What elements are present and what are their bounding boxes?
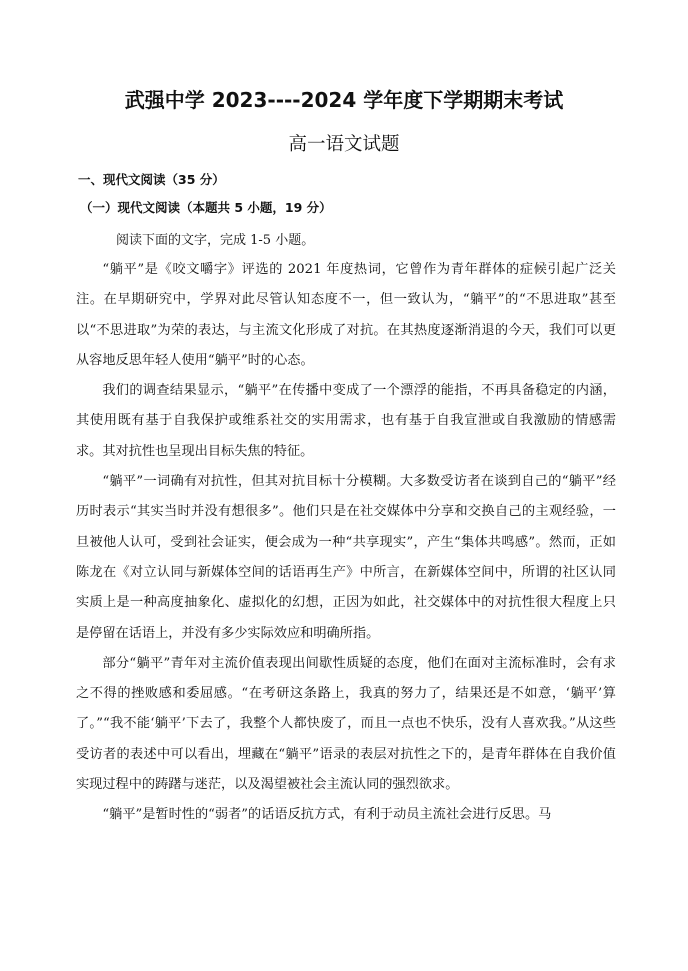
reading-passage	[76, 255, 616, 831]
passage-paragraph-5: “躺平”是暂时性的“弱者”的话语反抗方式，有利于动员主流社会进行反思。马	[102, 807, 552, 823]
passage-paragraph-4: 部分“躺平”青年对主流价值表现出间歇性质疑的态度，他们在面对主流标准时，会有求之不得的挫败感和委屈感。“在考研这条路上，我真的努力了，结果还是不如意，‘躺平’算了。”“我不能‘躺平’下去了，我整个人都快废了，而且一点也不快乐，没有人喜欢我。”从这些受访者的表述中可以看出，埋藏在“躺平”语录的表层对抗性之下的，是青年群体在自我价值实现过程中的踌躇与迷茫，以及渴望被社会主流认同的强烈欲求。	[76, 655, 616, 793]
exam-title: 武强中学 2023----2024 学年度下学期期末考试	[124, 88, 564, 112]
passage-paragraph-1: “躺平”是《咬文嚼字》评选的 2021 年度热词，它曾作为青年群体的症候引起广泛关注。在早期研究中，学界对此尽管认知态度不一，但一致认为，“躺平”的“不思进取”甚至以“不思进取”为荣的表达，与主流文化形成了对抗。在其热度逐渐消退的今天，我们可以更从容地反思年轻人使用“躺平”时的心态。	[76, 262, 616, 368]
passage-paragraph-2: 我们的调查结果显示，“躺平”在传播中变成了一个漂浮的能指，不再具备稳定的内涵，其使用既有基于自我保护或维系社交的实用需求，也有基于自我宣泄或自我激励的情感需求。其对抗性也呈现出目标失焦的特征。	[76, 383, 616, 459]
section-heading-modern-reading: 一、现代文阅读（35 分）	[78, 172, 225, 187]
reading-instruction: 阅读下面的文字，完成 1-5 小题。	[116, 233, 315, 248]
exam-subtitle: 高一语文试题	[288, 134, 400, 155]
subsection-heading-modern-reading-1: （一）现代文阅读（本题共 5 小题，19 分）	[80, 200, 332, 215]
passage-paragraph-3: “躺平”一词确有对抗性，但其对抗目标十分模糊。大多数受访者在谈到自己的“躺平”经历时表示“其实当时并没有想很多”。他们只是在社交媒体中分享和交换自己的主观经验，一旦被他人认可，受到社会证实，便会成为一种“共享现实”，产生“集体共鸣感”。然而，正如陈龙在《对立认同与新媒体空间的话语再生产》中所言，在新媒体空间中，所谓的社区认同实质上是一种高度抽象化、虚拟化的幻想，正因为如此，社交媒体中的对抗性很大程度上只是停留在话语上，并没有多少实际效应和明确所指。	[76, 474, 616, 641]
